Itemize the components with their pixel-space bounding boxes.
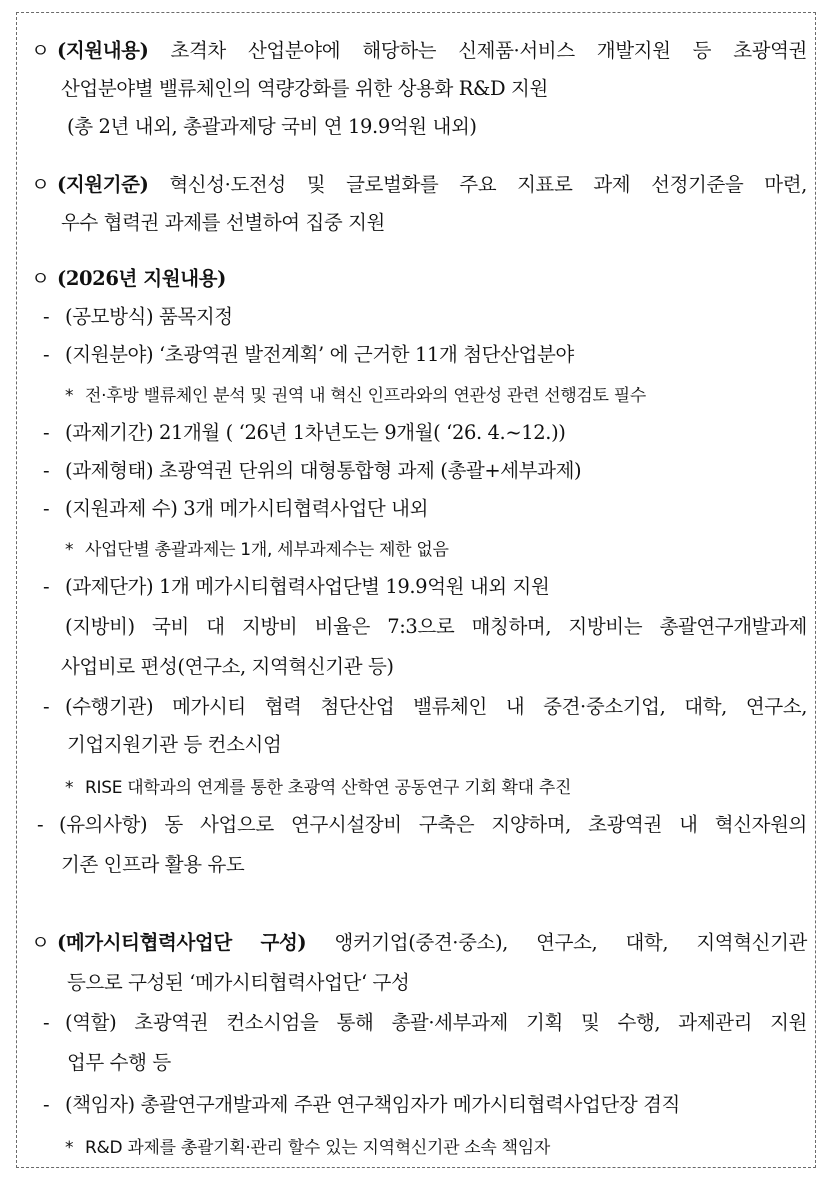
bullet-marker: ㅇ [31,173,50,196]
s3-item-cont: 기존 인프라 활용 유도 [61,853,245,876]
s4-item: - (역할) 초광역권 컨소시엄을 통해 총괄·세부과제 기획 및 수행, 과제관리 지원 [43,1011,807,1034]
s4-text1: 앵커기업(중견·중소), 연구소, 대학, 지역혁신기관 [334,931,807,954]
s3-item: - (유의사항) 동 사업으로 연구시설장비 구축은 지양하며, 초광역권 내 혁신자원의 [37,813,807,836]
s2-text1: 혁신성·도전성 및 글로벌화를 주요 지표로 과제 선정기준을 마련, [169,173,807,196]
s3-item: - (공모방식) 품목지정 [43,305,233,328]
s3-item-cont: 사업비로 편성(연구소, 지역혁신기관 등) [61,655,394,678]
s2-heading: (지원기준) [57,173,149,196]
s3-item-cont: 기업지원기관 등 컨소시엄 [67,733,282,756]
s3-item: - (지원분야) ‘초광역권 발전계획’ 에 근거한 11개 첨단산업분야 [43,343,574,366]
s3-item-cont: (지방비) 국비 대 지방비 비율은 7:3으로 매칭하며, 지방비는 총괄연구개발과제 [65,615,807,638]
s2-line2: 우수 협력권 과제를 선별하여 집중 지원 [61,211,385,234]
s3-item: - (수행기관) 메가시티 협력 첨단산업 밸류체인 내 중견·중소기업, 대학, 연구소, [43,695,807,718]
s4-item: - (책임자) 총괄연구개발과제 주관 연구책임자가 메가시티협력사업단장 겸직 [43,1093,680,1116]
s3-item: - (과제형태) 초광역권 단위의 대형통합형 과제 (총괄+세부과제) [43,459,582,482]
s4-item-cont: 업무 수행 등 [67,1051,171,1074]
s3-item: - (과제기간) 21개월 ( ‘26년 1차년도는 9개월( ‘26. 4.~12.)) [43,421,566,444]
s4-heading: (메가시티협력사업단 구성) [57,931,307,954]
s1-text1: 초격차 산업분야에 해당하는 신제품·서비스 개발지원 등 초광역권 [170,39,807,62]
bullet-marker: ㅇ [31,39,50,62]
s2-line1 [31,169,807,197]
s3-note: * RISE 대학과의 연계를 통한 초광역 산학연 공동연구 기회 확대 추진 [65,778,572,798]
content-box [16,12,816,1168]
s3-heading-line [31,263,226,291]
s4-line1 [31,927,807,955]
s3-item: - (과제단가) 1개 메가시티협력사업단별 19.9억원 내외 지원 [43,575,550,598]
s1-line1 [31,35,807,63]
s1-heading: (지원내용) [57,39,149,62]
s4-line2: 등으로 구성된 ‘메가시티협력사업단‘ 구성 [67,971,410,994]
s1-line2: 산업분야별 밸류체인의 역량강화를 위한 상용화 R&D 지원 [61,77,548,100]
bullet-marker: ㅇ [31,267,50,290]
s3-item: - (지원과제 수) 3개 메가시티협력사업단 내외 [43,497,429,520]
s3-note: * 전·후방 밸류체인 분석 및 권역 내 혁신 인프라와의 연관성 관련 선행검토 필수 [65,386,647,406]
s3-note: * 사업단별 총괄과제는 1개, 세부과제수는 제한 없음 [65,540,449,560]
s4-note: * R&D 과제를 총괄기획·관리 할수 있는 지역혁신기관 소속 책임자 [65,1138,551,1158]
s1-line3: (총 2년 내외, 총괄과제당 국비 연 19.9억원 내외) [67,115,477,138]
bullet-marker: ㅇ [31,931,50,954]
s3-heading: (2026년 지원내용) [57,267,226,290]
